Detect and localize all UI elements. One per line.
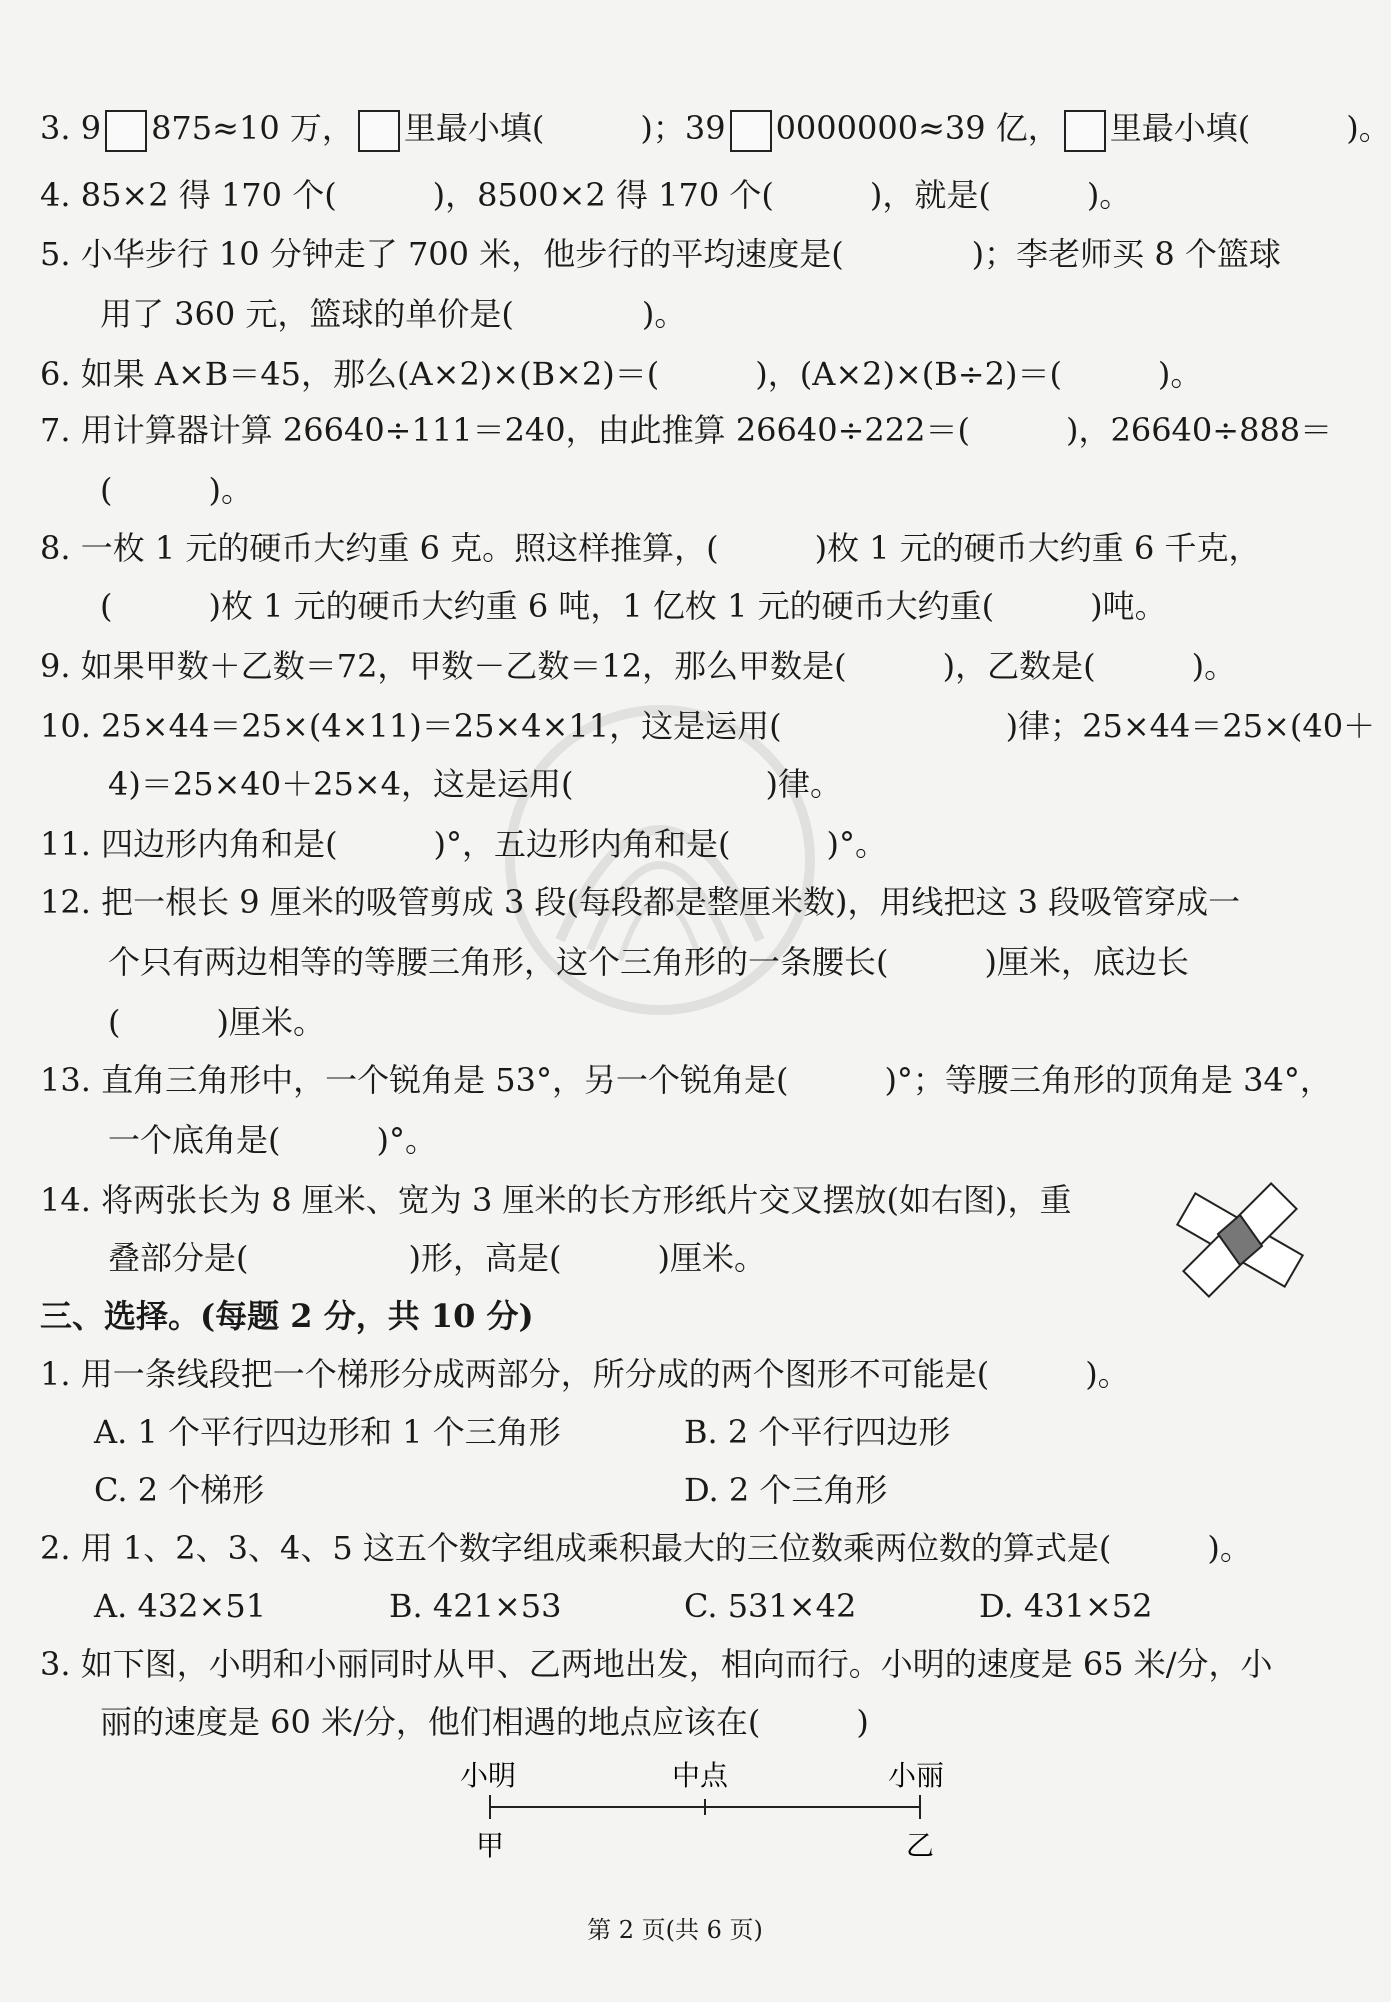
choice-question-3-line-1: 3. 如下图，小明和小丽同时从甲、乙两地出发，相向而行。小明的速度是 65 米/分，小 [40,1645,1273,1683]
label-midpoint: 中点 [672,1759,729,1792]
question-12-line-3: ( )厘米。 [108,1003,325,1041]
question-10-line-2: 4)＝25×40＋25×4，这是运用( )律。 [108,765,842,803]
question-3 [40,98,1391,158]
label-xiaoli: 小丽 [888,1759,945,1792]
choice-question-3-line-2: 丽的速度是 60 米/分，他们相遇的地点应该在( ) [100,1703,869,1741]
q3-text-a: 9 [80,109,102,147]
page-footer: 第 2 页(共 6 页) [587,1916,763,1944]
q3-text-d: 0000000≈39 亿， [775,109,1060,147]
q3-number: 3. [40,109,71,147]
question-7-line-2: ( )。 [100,471,253,509]
section-3-title: 三、选择。(每题 2 分，共 10 分) [40,1297,534,1335]
question-8-line-1: 8. 一枚 1 元的硬币大约重 6 克。照这样推算，( )枚 1 元的硬币大约重 6 千克， [40,529,1261,567]
question-5-line-1: 5. 小华步行 10 分钟走了 700 米，他步行的平均速度是( )；李老师买 8 个篮球 [40,235,1281,273]
question-4: 4. 85×2 得 170 个( )，8500×2 得 170 个( )，就是( )。 [40,176,1132,214]
question-14-line-1: 14. 将两张长为 8 厘米、宽为 3 厘米的长方形纸片交叉摆放(如右图)，重 [40,1181,1072,1219]
question-7-line-1: 7. 用计算器计算 26640÷111＝240，由此推算 26640÷222＝( )，26640÷888＝ [40,411,1333,449]
meeting-line-diagram [440,1755,980,1875]
question-14-line-2: 叠部分是( )形，高是( )厘米。 [108,1239,766,1277]
choice-1-option-c[interactable]: C. 2 个梯形 [94,1471,265,1509]
question-12-line-1: 12. 把一根长 9 厘米的吸管剪成 3 段(每段都是整厘米数)，用线把这 3 段吸管穿成一 [40,883,1241,921]
q3-blank-box-4[interactable] [1064,110,1106,152]
question-12-line-2: 个只有两边相等的等腰三角形，这个三角形的一条腰长( )厘米，底边长 [108,943,1189,981]
question-10-line-1: 10. 25×44＝25×(4×11)＝25×4×11，这是运用( )律；25×44＝25×(40＋ [40,707,1376,745]
question-13-line-2: 一个底角是( )°。 [108,1121,437,1159]
choice-1-option-d[interactable]: D. 2 个三角形 [684,1471,888,1509]
question-11: 11. 四边形内角和是( )°，五边形内角和是( )°。 [40,825,888,863]
q3-text-b: 875≈10 万， [151,109,354,147]
choice-1-options-row-1 [94,1402,1374,1462]
question-5-line-2: 用了 360 元，篮球的单价是( )。 [100,295,687,333]
choice-1-option-a[interactable]: A. 1 个平行四边形和 1 个三角形 [94,1413,561,1451]
choice-2-option-c[interactable]: C. 531×42 [684,1587,857,1625]
label-yi: 乙 [906,1829,935,1862]
choice-question-1: 1. 用一条线段把一个梯形分成两部分，所分成的两个图形不可能是( )。 [40,1355,1130,1393]
choice-2-options-row [94,1576,1374,1636]
choice-2-option-a[interactable]: A. 432×51 [94,1587,267,1625]
q3-blank-box-3[interactable] [730,110,772,152]
label-jia: 甲 [476,1829,505,1862]
q3-blank-box-1[interactable] [105,110,147,152]
question-8-line-2: ( )枚 1 元的硬币大约重 6 吨，1 亿枚 1 元的硬币大约重( )吨。 [100,587,1167,625]
choice-1-option-b[interactable]: B. 2 个平行四边形 [684,1413,951,1451]
choice-2-option-d[interactable]: D. 431×52 [979,1587,1153,1625]
label-xiaoming: 小明 [460,1759,517,1792]
question-13-line-1: 13. 直角三角形中，一个锐角是 53°，另一个锐角是( )°；等腰三角形的顶角是 34°， [40,1061,1332,1099]
choice-question-2: 2. 用 1、2、3、4、5 这五个数字组成乘积最大的三位数乘两位数的算式是( )。 [40,1529,1252,1567]
choice-1-options-row-2 [94,1460,1374,1520]
choice-2-option-b[interactable]: B. 421×53 [389,1587,562,1625]
q3-blank-box-2[interactable] [358,110,400,152]
question-9: 9. 如果甲数＋乙数＝72，甲数－乙数＝12，那么甲数是( )，乙数是( )。 [40,647,1237,685]
q3-text-e: 里最小填( )。 [1109,109,1391,147]
question-6: 6. 如果 A×B＝45，那么(A×2)×(B×2)＝( )，(A×2)×(B÷2)＝( )。 [40,355,1203,393]
q3-text-c: 里最小填( )；39 [403,109,726,147]
